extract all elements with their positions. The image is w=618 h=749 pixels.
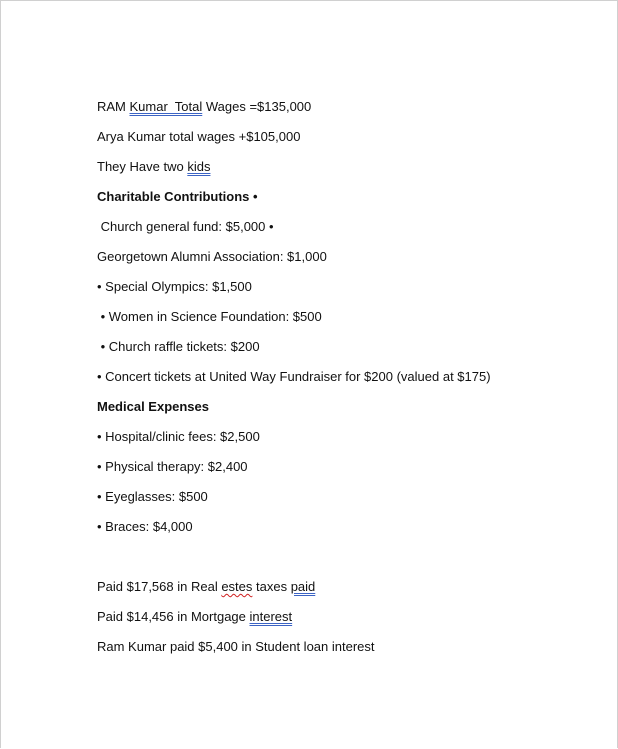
text-run: Wages =$135,000	[202, 99, 312, 114]
spelling-flag-estes[interactable]: estes	[221, 579, 253, 594]
text-run: Paid $14,456 in Mortgage	[97, 609, 250, 624]
medical-item-braces: • Braces: $4,000	[97, 519, 193, 534]
wages-line-ram	[97, 97, 597, 127]
medical-item-eyeglasses: • Eyeglasses: $500	[97, 489, 208, 504]
charity-item-women-in-science: • Women in Science Foundation: $500	[97, 309, 322, 324]
wages-line-arya: Arya Kumar total wages +$105,000	[97, 129, 301, 144]
charity-item-concert-tickets: • Concert tickets at United Way Fundraiser for $200 (valued at $175)	[97, 369, 491, 384]
grammar-flag-interest[interactable]: interest	[249, 609, 293, 624]
mortgage-interest-line	[97, 607, 597, 637]
grammar-flag-paid[interactable]: paid	[290, 579, 316, 594]
charity-item-georgetown: Georgetown Alumni Association: $1,000	[97, 249, 327, 264]
heading-charitable-contributions: Charitable Contributions •	[97, 189, 258, 204]
charity-item-church-fund: Church general fund: $5,000 •	[97, 219, 274, 234]
text-run: RAM	[97, 99, 130, 114]
kids-line	[97, 157, 597, 187]
text-run: taxes	[252, 579, 291, 594]
medical-item-therapy: • Physical therapy: $2,400	[97, 459, 248, 474]
blank-line	[97, 547, 597, 577]
heading-medical-expenses: Medical Expenses	[97, 399, 209, 414]
document-body[interactable]	[97, 97, 597, 667]
medical-item-hospital: • Hospital/clinic fees: $2,500	[97, 429, 260, 444]
grammar-flag-kumar-total[interactable]: Kumar Total	[129, 99, 203, 114]
text-run: Paid $17,568 in Real	[97, 579, 222, 594]
text-run: They Have two	[97, 159, 188, 174]
real-estate-tax-line	[97, 577, 597, 607]
grammar-flag-kids[interactable]: kids	[187, 159, 211, 174]
charity-item-raffle-tickets: • Church raffle tickets: $200	[97, 339, 260, 354]
charity-item-special-olympics: • Special Olympics: $1,500	[97, 279, 252, 294]
student-loan-line: Ram Kumar paid $5,400 in Student loan interest	[97, 639, 375, 654]
